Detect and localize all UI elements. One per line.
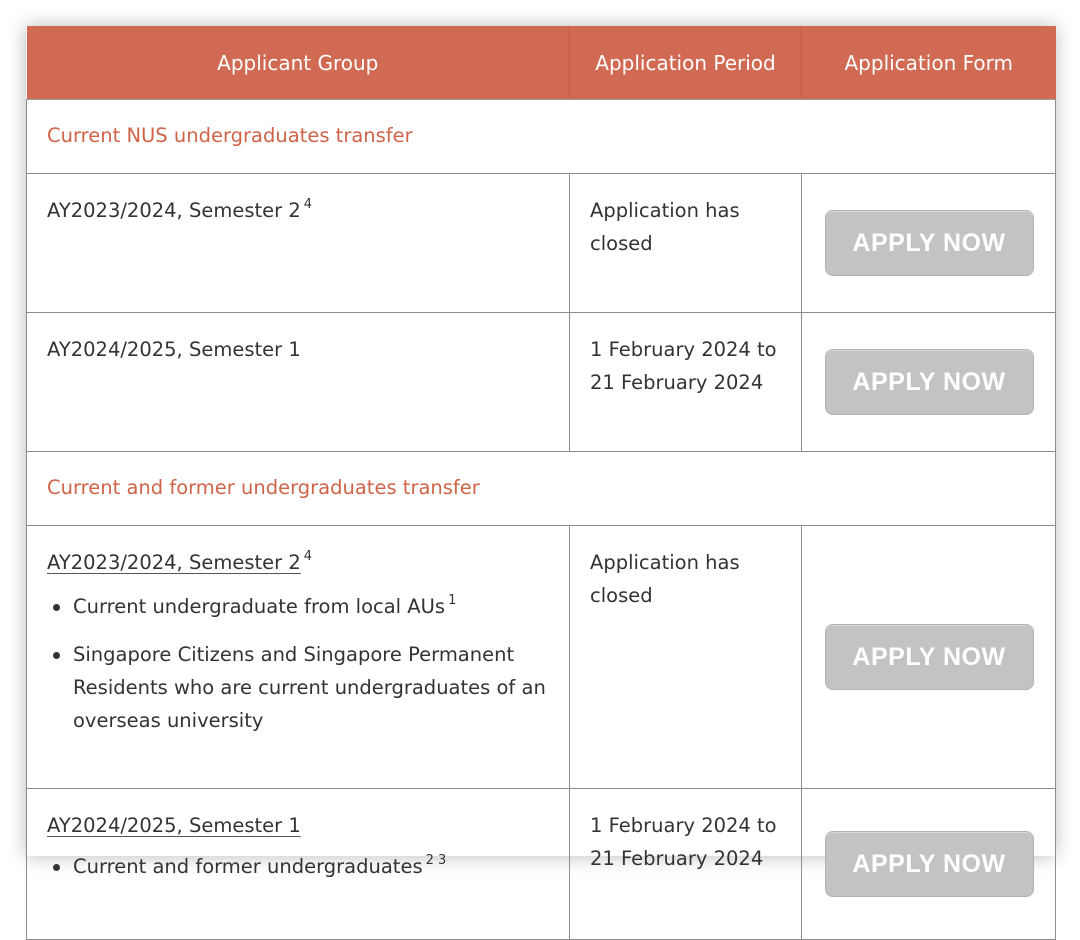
application-period-cell [570, 174, 802, 313]
table-header-row [27, 26, 1056, 100]
application-form-cell [802, 789, 1056, 940]
application-form-cell [802, 526, 1056, 789]
period-line: 21 February 2024 [590, 371, 764, 394]
list-item [47, 850, 549, 886]
application-period-cell [570, 526, 802, 789]
applicant-group-cell [27, 174, 570, 313]
period-line: 21 February 2024 [590, 847, 764, 870]
apply-now-button[interactable]: APPLY NOW [825, 210, 1034, 276]
period-line: 1 February 2024 to [590, 338, 777, 361]
group-link[interactable]: AY2023/2024, Semester 2 [47, 551, 301, 574]
header-application-period: Application Period [570, 26, 802, 100]
list-item-text: Current and former undergraduates [73, 855, 423, 878]
group-label: AY2024/2025, Semester 1 [47, 338, 301, 361]
footnote-ref[interactable]: 4 [303, 197, 313, 212]
list-item-text: Singapore Citizens and Singapore Permanent Residents who are current undergraduates of an overseas university [73, 643, 546, 732]
group-label: AY2023/2024, Semester 2 [47, 199, 301, 222]
applicant-group-cell [27, 789, 570, 940]
list-item [47, 590, 549, 626]
section-row [27, 452, 1056, 526]
apply-now-button[interactable]: APPLY NOW [825, 624, 1034, 690]
applicant-group-cell [27, 526, 570, 789]
period-line: Application has [590, 199, 740, 222]
eligibility-list [47, 590, 549, 737]
list-item-text: Current undergraduate from local AUs [73, 595, 446, 618]
application-form-cell [802, 174, 1056, 313]
list-item [47, 638, 549, 737]
table-row [27, 789, 1056, 940]
section-row [27, 100, 1056, 174]
header-applicant-group: Applicant Group [27, 26, 570, 100]
table-row [27, 174, 1056, 313]
period-line: Application has [590, 551, 740, 574]
section-title: Current and former undergraduates transfer [27, 452, 1056, 526]
period-line: closed [590, 232, 653, 255]
application-table-panel [26, 26, 1055, 878]
period-line: closed [590, 584, 653, 607]
application-table [26, 26, 1056, 940]
applicant-group-cell [27, 313, 570, 452]
application-period-cell [570, 789, 802, 940]
eligibility-list [47, 850, 549, 886]
group-link[interactable]: AY2024/2025, Semester 1 [47, 814, 301, 837]
table-row [27, 313, 1056, 452]
section-title: Current NUS undergraduates transfer [27, 100, 1056, 174]
application-period-cell [570, 313, 802, 452]
application-form-cell [802, 313, 1056, 452]
apply-now-button[interactable]: APPLY NOW [825, 349, 1034, 415]
footnote-ref[interactable]: 1 [448, 593, 457, 608]
period-line: 1 February 2024 to [590, 814, 777, 837]
apply-now-button[interactable]: APPLY NOW [825, 831, 1034, 897]
header-application-form: Application Form [802, 26, 1056, 100]
table-row [27, 526, 1056, 789]
footnote-ref[interactable]: 2 3 [425, 853, 447, 868]
footnote-ref[interactable]: 4 [303, 549, 313, 564]
